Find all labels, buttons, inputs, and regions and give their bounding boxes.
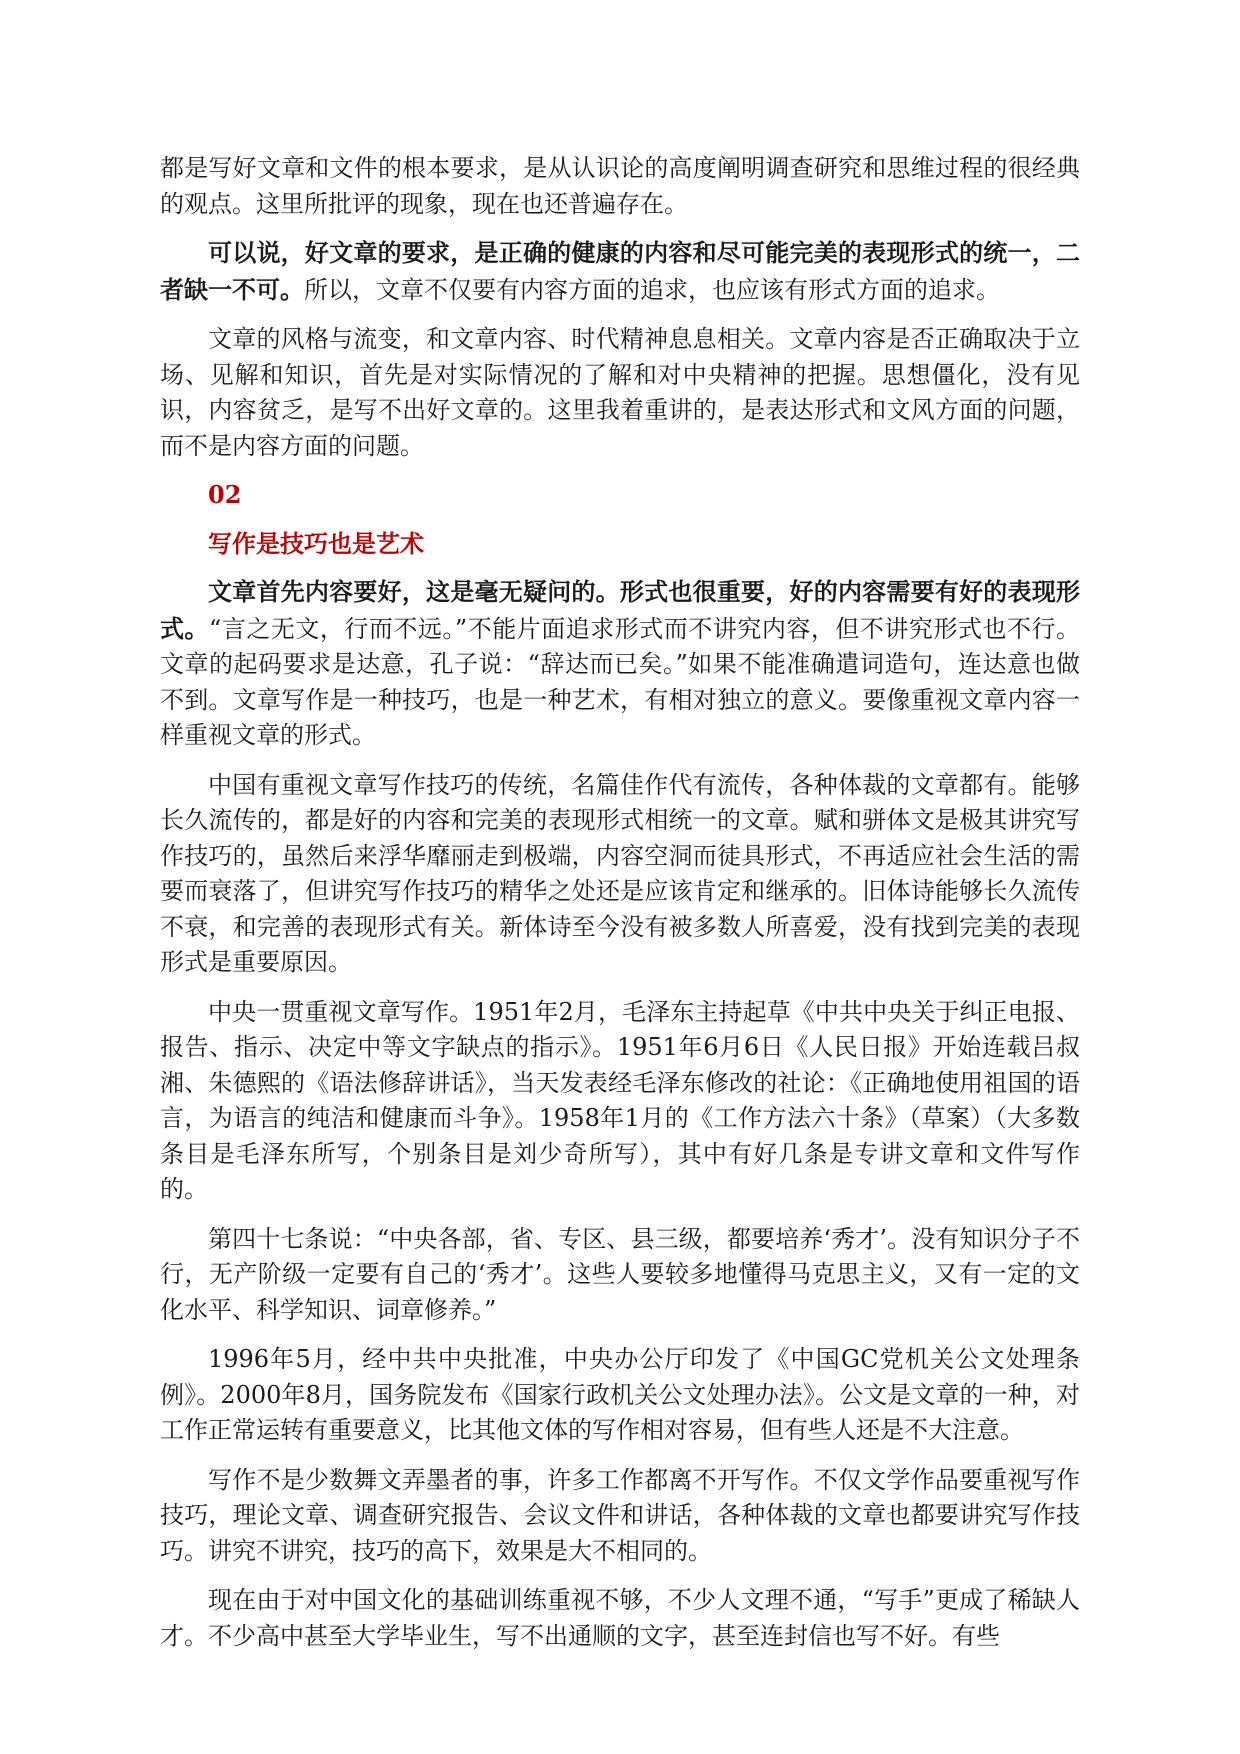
paragraph-4-text: “言之无文，行而不远。”不能片面追求形式而不讲究内容，但不讲究形式也不行。文章的起码要求是达意，孔子说：“辞达而已矣。”如果不能准确遣词造句，连达意也做不到。文章写作是一种技巧，也是一种艺术，有相对独立的意义。要像重视文章内容一样重视文章的形式。	[160, 614, 1080, 749]
paragraph-7	[160, 1221, 1080, 1329]
paragraph-7-text: 第四十七条说：“中央各部，省、专区、县三级，都要培养‘秀才’。没有知识分子不行，无产阶级一定要有自己的‘秀才’。这些人要较多地懂得马克思主义，又有一定的文化水平、科学知识、词章修养。”	[160, 1224, 1080, 1324]
paragraph-1	[160, 150, 1080, 222]
paragraph-5	[160, 767, 1080, 981]
paragraph-3	[160, 321, 1080, 464]
paragraph-9	[160, 1462, 1080, 1570]
paragraph-3-text: 文章的风格与流变，和文章内容、时代精神息息相关。文章内容是否正确取决于立场、见解和知识，首先是对实际情况的了解和对中央精神的把握。思想僵化，没有见识，内容贫乏，是写不出好文章的。这里我着重讲的，是表达形式和文风方面的问题，而不是内容方面的问题。	[160, 325, 1080, 460]
paragraph-2-text: 所以，文章不仅要有内容方面的追求，也应该有形式方面的追求。	[304, 275, 1000, 304]
paragraph-8	[160, 1341, 1080, 1449]
paragraph-5-text: 中国有重视文章写作技巧的传统，名篇佳作代有流传，各种体裁的文章都有。能够长久流传的，都是好的内容和完美的表现形式相统一的文章。赋和骈体文是极其讲究写作技巧的，虽然后来浮华靡丽走到极端，内容空洞而徒具形式，不再适应社会生活的需要而衰落了，但讲究写作技巧的精华之处还是应该肯定和继承的。旧体诗能够长久流传不衰，和完善的表现形式有关。新体诗至今没有被多数人所喜爱，没有找到完美的表现形式是重要原因。	[160, 770, 1080, 976]
section-number: 02	[208, 480, 242, 509]
paragraph-8-text: 1996年5月，经中共中央批准，中央办公厅印发了《中国GC党机关公文处理条例》。2000年8月，国务院发布《国家行政机关公文处理办法》。公文是文章的一种，对工作正常运转有重要意义，比其他文体的写作相对容易，但有些人还是不大注意。	[160, 1345, 1080, 1444]
paragraph-6-text: 中央一贯重视文章写作。1951年2月，毛泽东主持起草《中共中央关于纠正电报、报告、指示、决定中等文字缺点的指示》。1951年6月6日《人民日报》开始连载吕叔湘、朱德熙的《语法修辞讲话》，当天发表经毛泽东修改的社论：《正确地使用祖国的语言，为语言的纯洁和健康而斗争》。1958年1月的《工作方法六十条》（草案）（大多数条目是毛泽东所写，个别条目是刘少奇所写），其中有好几条是专讲文章和文件写作的。	[160, 997, 1080, 1203]
section-title: 写作是技巧也是艺术	[208, 528, 424, 558]
paragraph-2-bold-lead: 可以说，好文章的要求，是正确的健康的内容和尽可能完美的表现形式的统一，二者缺一不可。	[160, 238, 1080, 304]
paragraph-10	[160, 1582, 1080, 1654]
paragraph-4-bold-lead: 文章首先内容要好，这是毫无疑问的。形式也很重要，好的内容需要有好的表现形式。	[160, 577, 1080, 643]
paragraph-9-text: 写作不是少数舞文弄墨者的事，许多工作都离不开写作。不仅文学作品要重视写作技巧，理论文章、调查研究报告、会议文件和讲话，各种体裁的文章也都要讲究写作技巧。讲究不讲究，技巧的高下，效果是大不相同的。	[160, 1465, 1080, 1565]
paragraph-1-text: 都是写好文章和文件的根本要求，是从认识论的高度阐明调查研究和思维过程的很经典的观点。这里所批评的现象，现在也还普遍存在。	[160, 154, 1080, 218]
paragraph-2	[160, 235, 1080, 308]
document-page	[160, 150, 1080, 1667]
paragraph-4	[160, 574, 1080, 754]
paragraph-10-text: 现在由于对中国文化的基础训练重视不够，不少人文理不通，“写手”更成了稀缺人才。不少高中甚至大学毕业生，写不出通顺的文字，甚至连封信也写不好。有些	[160, 1586, 1080, 1650]
paragraph-6	[160, 994, 1080, 1208]
